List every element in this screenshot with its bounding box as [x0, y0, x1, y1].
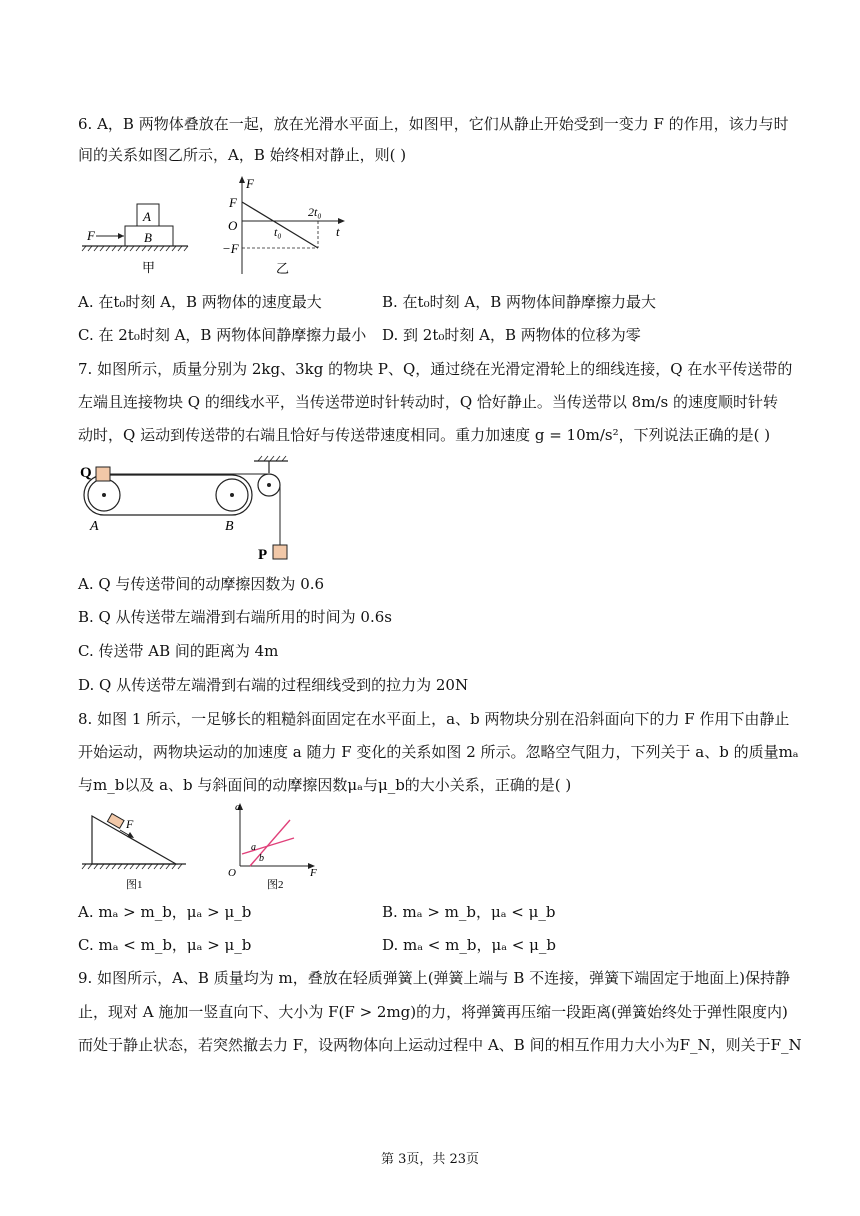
q6-stem-line2: 间的关系如图乙所示，A，B 始终相对静止，则( ): [78, 146, 407, 164]
q8-stem-line1: 8. 如图 1 所示，一足够长的粗糙斜面固定在水平面上，a、b 两物块分别在沿斜面向下的力 F 作用下由静止: [78, 710, 790, 728]
q8-option-b: B. mₐ > m_b，μₐ < μ_b: [382, 903, 556, 921]
q9-stem-line3: 而处于静止状态，若突然撤去力 F，设两物体向上运动过程中 A、B 间的相互作用力大小为F_N，则关于F_N: [78, 1036, 802, 1054]
q8-fig1-caption: 图1: [126, 879, 143, 891]
q9-stem-line1: 9. 如图所示，A、B 质量均为 m，叠放在轻质弹簧上(弹簧上端与 B 不连接，弹簧下端固定于地面上)保持静: [78, 969, 790, 987]
q8-figure-1-incline: [80, 810, 188, 892]
q7-option-d: D. Q 从传送带左端滑到右端的过程细线受到的拉力为 20N: [78, 676, 469, 694]
q8-fig2-origin: O: [228, 867, 236, 879]
q6-yi-f-tick: F: [229, 195, 237, 210]
q8-fig2-y-axis-label: a: [235, 801, 241, 813]
q8-figure-2-graph: [222, 800, 328, 892]
q6-yi-t0-label: t₀: [274, 225, 282, 239]
q7-stem-line1: 7. 如图所示，质量分别为 2kg、3kg 的物块 P、Q，通过绕在光滑定滑轮上的细线连接，Q 在水平传送带的: [78, 360, 793, 378]
q7-option-c: C. 传送带 AB 间的距离为 4m: [78, 642, 279, 660]
q6-jia-caption: 甲: [142, 260, 156, 275]
q6-yi-origin: O: [228, 218, 238, 233]
q8-stem-line3: 与m_b以及 a、b 与斜面间的动摩擦因数μₐ与μ_b的大小关系，正确的是( ): [78, 776, 572, 794]
q6-yi-negf-tick: −F: [222, 241, 239, 256]
q7-option-b: B. Q 从传送带左端滑到右端所用的时间为 0.6s: [78, 608, 392, 626]
q8-fig2-line-b-label: b: [259, 853, 264, 864]
q6-jia-block-b-label: B: [144, 230, 152, 245]
q8-stem-line2: 开始运动，两物块运动的加速度 a 随力 F 变化的关系如图 2 所示。忽略空气阻力，下列关于 a、b 的质量mₐ: [78, 743, 799, 761]
q7-fig-q-label: Q: [80, 465, 92, 481]
q6-jia-force-label: F: [87, 228, 95, 243]
q8-fig2-line-a-label: a: [251, 842, 256, 853]
q9-stem-line2: 止，现对 A 施加一竖直向下、大小为 F(F > 2mg)的力，将弹簧再压缩一段距离(弹簧始终处于弹性限度内): [78, 1003, 788, 1021]
q8-option-c: C. mₐ < m_b，μₐ > μ_b: [78, 936, 252, 954]
q6-figure-jia: [80, 196, 190, 278]
q7-figure-conveyor: [78, 455, 298, 567]
q6-option-b: B. 在t₀时刻 A，B 两物体间静摩擦力最大: [382, 293, 656, 311]
q7-stem-line3: 动时，Q 运动到传送带的右端且恰好与传送带速度相同。重力加速度 g = 10m/s²，下列说法正确的是( ): [78, 426, 771, 444]
q8-option-a: A. mₐ > m_b，μₐ > μ_b: [78, 903, 252, 921]
q6-yi-2t0-label: 2t₀: [308, 205, 322, 219]
q6-option-a: A. 在t₀时刻 A，B 两物体的速度最大: [78, 293, 322, 311]
q6-yi-x-axis-label: t: [336, 224, 340, 239]
q6-figure-yi: [222, 174, 350, 278]
q6-yi-caption: 乙: [276, 261, 290, 276]
q6-option-c: C. 在 2t₀时刻 A，B 两物体间静摩擦力最小: [78, 326, 367, 344]
q8-fig2-x-axis-label: F: [310, 867, 317, 879]
q6-jia-block-a-label: A: [143, 209, 151, 224]
q7-fig-b-label: B: [225, 519, 234, 534]
q6-yi-y-axis-label: F: [246, 176, 254, 191]
q8-fig1-force-label: F: [126, 817, 134, 831]
q7-option-a: A. Q 与传送带间的动摩擦因数为 0.6: [78, 575, 325, 593]
q8-fig2-caption: 图2: [267, 879, 284, 891]
page-footer: 第 3页，共 23页: [380, 1152, 480, 1167]
q7-fig-p-label: P: [258, 547, 268, 563]
q7-stem-line2: 左端且连接物块 Q 的细线水平，当传送带逆时针转动时，Q 恰好静止。当传送带以 8m/s 的速度顺时针转: [78, 393, 778, 411]
q7-fig-a-label: A: [90, 519, 99, 534]
q6-stem-line1: 6. A，B 两物体叠放在一起，放在光滑水平面上，如图甲，它们从静止开始受到一变力 F 的作用，该力与时: [78, 115, 789, 133]
q6-option-d: D. 到 2t₀时刻 A，B 两物体的位移为零: [382, 326, 641, 344]
q8-option-d: D. mₐ < m_b，μₐ < μ_b: [382, 936, 556, 954]
